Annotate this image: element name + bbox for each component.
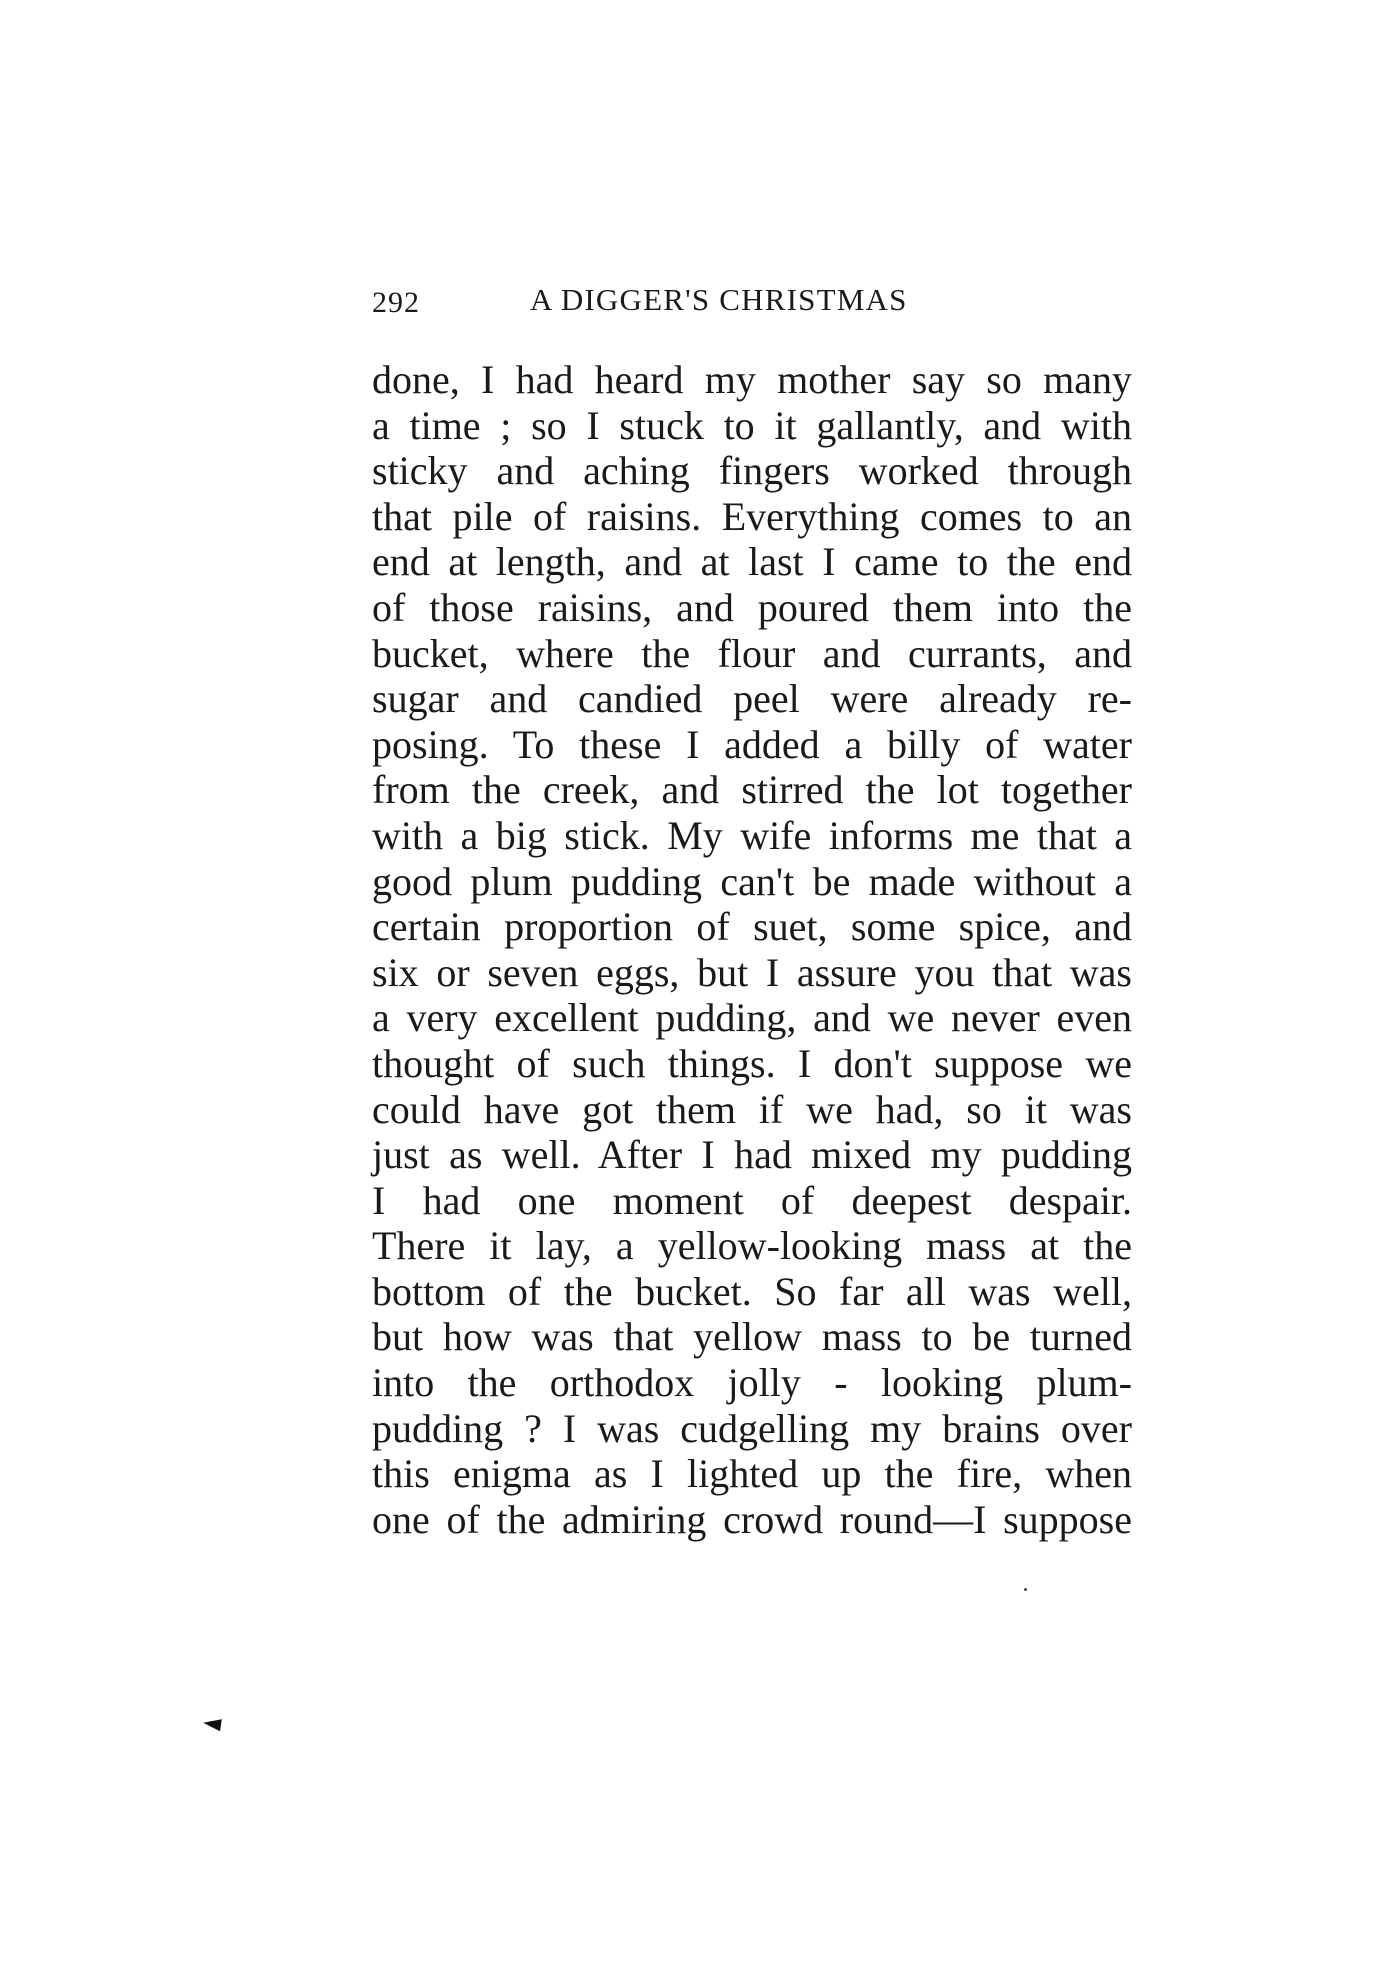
text-line: from the creek, and stirred the lot together	[372, 767, 1132, 813]
text-line: with a big stick. My wife informs me that a	[372, 812, 1132, 858]
text-line: sticky and aching fingers worked through	[372, 448, 1132, 494]
ink-speck	[1024, 1588, 1027, 1591]
text-line: I had one moment of deepest despair.	[372, 1177, 1132, 1223]
text-line: six or seven eggs, but I assure you that was	[372, 949, 1132, 995]
text-line: that pile of raisins. Everything comes to an	[372, 493, 1132, 539]
text-line: just as well. After I had mixed my pudding	[372, 1132, 1132, 1178]
text-line: There it lay, a yellow-looking mass at the	[372, 1223, 1132, 1269]
text-line: pudding ? I was cudgelling my brains over	[372, 1405, 1132, 1451]
page-number: 292	[372, 286, 420, 319]
text-line: end at length, and at last I came to the end	[372, 539, 1132, 585]
text-line: but how was that yellow mass to be turned	[372, 1314, 1132, 1360]
running-head-title: A DIGGER'S CHRISTMAS	[530, 282, 908, 317]
text-line: a very excellent pudding, and we never even	[372, 995, 1132, 1041]
text-line: done, I had heard my mother say so many	[372, 357, 1132, 402]
text-line: of those raisins, and poured them into the	[372, 584, 1132, 630]
text-line: good plum pudding can't be made without a	[372, 858, 1132, 904]
running-head	[372, 282, 1132, 322]
text-line: one of the admiring crowd round—I suppose	[372, 1496, 1132, 1542]
text-line: thought of such things. I don't suppose we	[372, 1040, 1132, 1086]
text-line: posing. To these I added a billy of water	[372, 721, 1132, 767]
text-line: a time ; so I stuck to it gallantly, and with	[372, 402, 1132, 448]
text-line: sugar and candied peel were already re-	[372, 676, 1132, 722]
text-line: bottom of the bucket. So far all was well,	[372, 1268, 1132, 1314]
text-line: certain proportion of suet, some spice, and	[372, 904, 1132, 950]
text-line: bucket, where the flour and currants, and	[372, 630, 1132, 676]
text-line: could have got them if we had, so it was	[372, 1086, 1132, 1132]
body-text	[372, 357, 1132, 1542]
text-line: this enigma as I lighted up the fire, when	[372, 1451, 1132, 1497]
text-line: into the orthodox jolly - looking plum-	[372, 1360, 1132, 1406]
page-edge-mark	[202, 1717, 221, 1731]
